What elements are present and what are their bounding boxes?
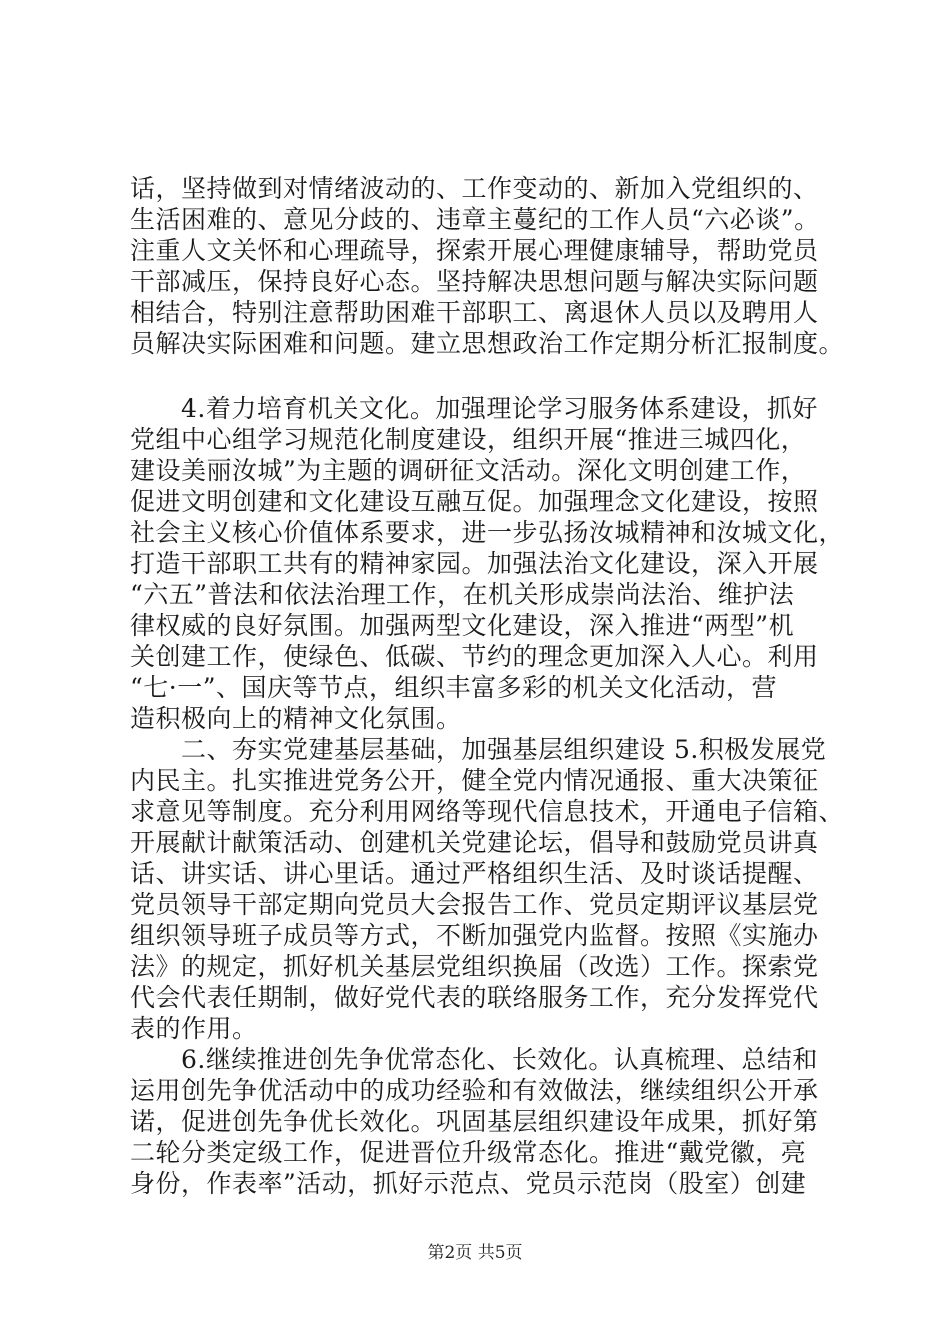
text-line: 内民主。扎实推进党务公开，健全党内情况通报、重大决策征 bbox=[130, 766, 819, 795]
text-line: 相结合，特别注意帮助困难干部职工、离退休人员以及聘用人 bbox=[130, 298, 819, 327]
text-line: 组织领导班子成员等方式，不断加强党内监督。按照《实施办 bbox=[130, 921, 819, 950]
text-line: 6.继续推进创先争优常态化、长效化。认真梳理、总结和 bbox=[181, 1045, 818, 1074]
text-line: 话，坚持做到对情绪波动的、工作变动的、新加入党组织的、 bbox=[130, 174, 819, 203]
text-line: 求意见等制度。充分利用网络等现代信息技术，开通电子信箱、 bbox=[130, 797, 845, 826]
text-line: 员解决实际困难和问题。建立思想政治工作定期分析汇报制度。 bbox=[130, 329, 845, 358]
text-line: 代会代表任期制，做好党代表的联络服务工作，充分发挥党代 bbox=[130, 983, 819, 1012]
text-line: 党员领导干部定期向党员大会报告工作、党员定期评议基层党 bbox=[130, 890, 819, 919]
text-line: 律权威的良好氛围。加强两型文化建设，深入推进“两型”机 bbox=[130, 611, 795, 640]
paragraph-section-6-excellence bbox=[130, 1044, 830, 1199]
text-line: “七·一”、国庆等节点，组织丰富多彩的机关文化活动，营 bbox=[130, 673, 778, 702]
text-line: 生活困难的、意见分歧的、违章主蔓纪的工作人员“六必谈”。 bbox=[130, 205, 820, 234]
paragraph-section-4-organ-culture bbox=[130, 393, 845, 734]
text-line: 干部减压，保持良好心态。坚持解决思想问题与解决实际问题 bbox=[130, 267, 819, 296]
text-line: 注重人文关怀和心理疏导，探索开展心理健康辅导，帮助党员 bbox=[130, 236, 819, 265]
paragraph-section-2-5-party-democracy bbox=[130, 734, 845, 1044]
text-line: 党组中心组学习规范化制度建设，组织开展“推进三城四化， bbox=[130, 425, 807, 454]
text-line: 法》的规定，抓好机关基层党组织换届（改选）工作。探索党 bbox=[130, 952, 819, 981]
text-line: “六五”普法和依法治理工作，在机关形成崇尚法治、维护法 bbox=[130, 580, 795, 609]
paragraph-thought-work bbox=[130, 173, 845, 359]
text-line: 身份，作表率”活动，抓好示范点、党员示范岗（股室）创建 bbox=[130, 1169, 807, 1198]
page-footer: 第2页 共5页 bbox=[427, 1243, 523, 1263]
text-line: 话、讲实话、讲心里话。通过严格组织生活、及时谈话提醒、 bbox=[130, 859, 819, 888]
text-line: 促进文明创建和文化建设互融互促。加强理念文化建设，按照 bbox=[130, 487, 819, 516]
text-line: 建设美丽汝城”为主题的调研征文活动。深化文明创建工作， bbox=[130, 456, 807, 485]
text-line: 运用创先争优活动中的成功经验和有效做法，继续组织公开承 bbox=[130, 1076, 819, 1105]
text-line: 造积极向上的精神文化氛围。 bbox=[130, 704, 462, 733]
text-line: 二、夯实党建基层基础，加强基层组织建设 5.积极发展党 bbox=[181, 735, 827, 764]
text-line: 诺，促进创先争优长效化。巩固基层组织建设年成果，抓好第 bbox=[130, 1107, 819, 1136]
text-line: 表的作用。 bbox=[130, 1014, 258, 1043]
text-line: 二轮分类定级工作，促进晋位升级常态化。推进“戴党徽，亮 bbox=[130, 1138, 807, 1167]
text-line: 社会主义核心价值体系要求，进一步弘扬汝城精神和汝城文化， bbox=[130, 518, 845, 547]
text-line: 开展献计献策活动、创建机关党建论坛，倡导和鼓励党员讲真 bbox=[130, 828, 819, 857]
text-line: 打造干部职工共有的精神家园。加强法治文化建设，深入开展 bbox=[130, 549, 819, 578]
text-line: 关创建工作，使绿色、低碳、节约的理念更加深入人心。利用 bbox=[130, 642, 819, 671]
text-line: 4.着力培育机关文化。加强理论学习服务体系建设，抓好 bbox=[181, 394, 818, 423]
